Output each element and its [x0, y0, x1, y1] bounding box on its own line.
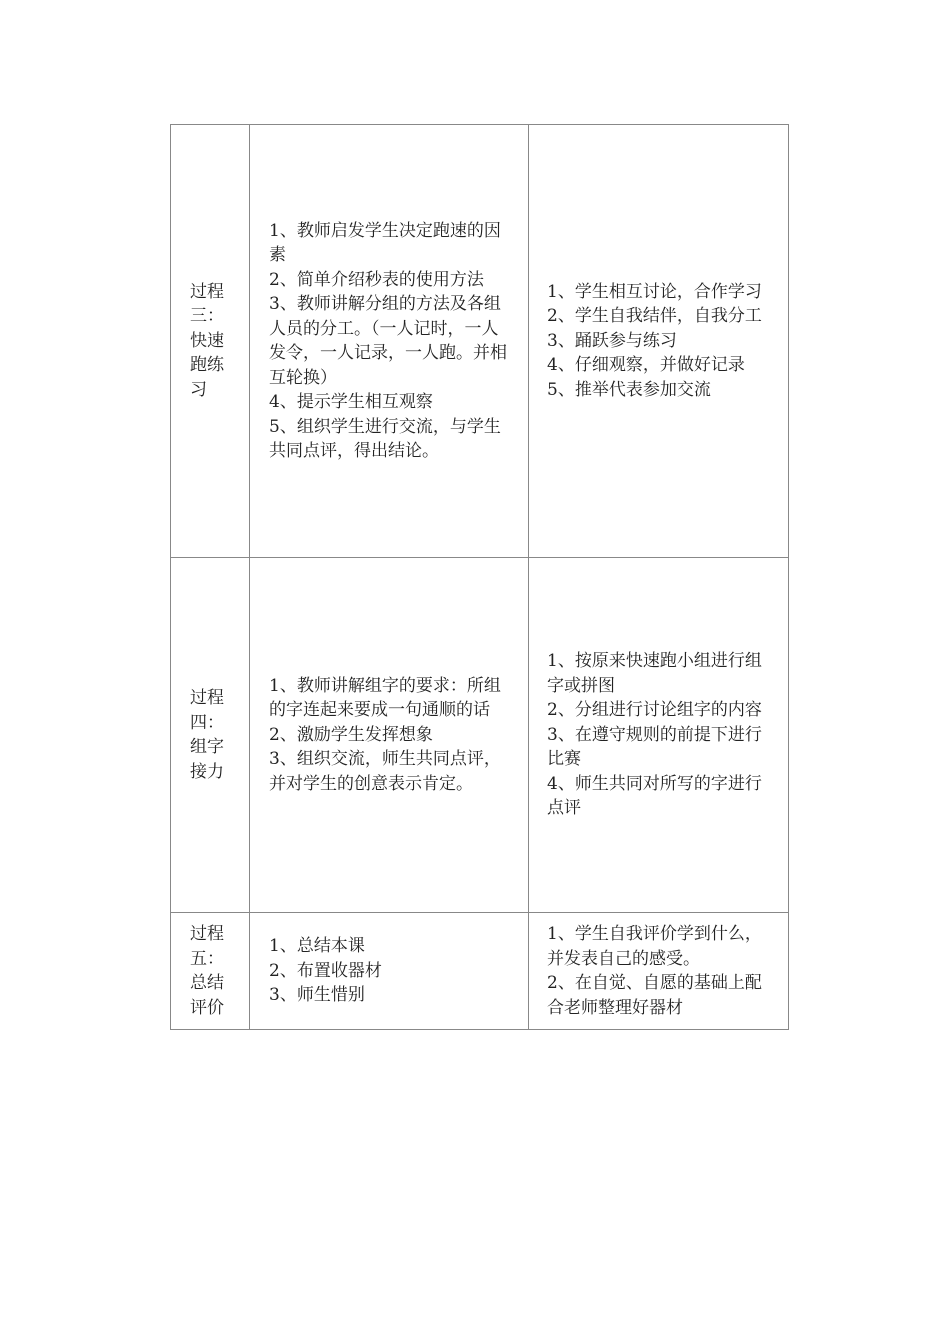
stage-cell [171, 913, 250, 1030]
stage-label-line: 跑练 [190, 355, 224, 376]
teacher-activity-cell [250, 913, 529, 1030]
student-activity-item: 1、学生相互讨论，合作学习 [547, 281, 762, 302]
student-activity-item: 1、学生自我评价学到什么，并发表自己的感受。 [547, 924, 762, 969]
student-activity-item: 1、按原来快速跑小组进行组字或拼图 [547, 651, 762, 696]
student-activity-item: 3、在遵守规则的前提下进行比赛 [547, 724, 762, 770]
stage-label-line: 过程 [190, 281, 224, 302]
teacher-activity-item: 1、总结本课 [269, 936, 365, 957]
teacher-activity-cell [250, 125, 529, 558]
stage-label-line: 快速 [190, 330, 224, 351]
stage-label-line: 过程 [190, 924, 224, 944]
student-activity-item: 4、师生共同对所写的字进行点评 [547, 773, 762, 819]
stage-label-line: 三： [190, 306, 224, 327]
student-activity-item: 2、学生自我结伴，自我分工 [547, 306, 762, 327]
student-activity-item: 4、仔细观察，并做好记录 [547, 355, 745, 376]
stage-label-line: 习 [190, 379, 207, 400]
table-row [171, 558, 789, 913]
student-activity-item: 2、分组进行讨论组字的内容 [547, 700, 762, 721]
teacher-activity-cell [250, 558, 529, 913]
stage-label-line: 四： [190, 712, 224, 733]
stage-label-line: 组字 [190, 737, 224, 757]
teacher-activity-item: 3、师生惜别 [269, 985, 365, 1006]
teacher-activity-item: 1、教师讲解组字的要求：所组的字连起来要成一句通顺的话 2、激励学生发挥想象 [269, 675, 501, 745]
student-activity-cell [529, 125, 789, 558]
table-row [171, 125, 789, 558]
teacher-activity-item: 2、布置收器材 [269, 960, 382, 981]
teacher-activity-item: 3、组织交流，师生共同点评，并对学生的创意表示肯定。 [269, 749, 501, 794]
student-activity-item: 3、踊跃参与练习 [547, 330, 677, 351]
stage-label-line: 评价 [190, 997, 224, 1018]
teacher-activity-item: 1、教师启发学生决定跑速的因素 [269, 220, 501, 265]
teacher-activity-item: 5、组织学生进行交流，与学生共同点评，得出结论。 [269, 416, 501, 461]
stage-label-line: 总结 [190, 973, 224, 993]
student-activity-cell [529, 913, 789, 1030]
teacher-activity-item: 3、教师讲解分组的方法及各组人员的分工。（一人记时，一人发令，一人记录，一人跑。并相互轮换） [269, 294, 507, 388]
teacher-activity-item: 4、提示学生相互观察 [269, 392, 433, 412]
student-activity-item: 2、在自觉、自愿的基础上配合老师整理好器材 [547, 973, 762, 1018]
stage-label-line: 接力 [190, 761, 224, 782]
teacher-activity-item: 2、简单介绍秒表的使用方法 [269, 269, 484, 290]
stage-cell [171, 125, 250, 558]
stage-label-line: 五： [190, 948, 224, 969]
stage-label-line: 过程 [190, 688, 224, 708]
student-activity-cell [529, 558, 789, 913]
table-row [171, 913, 789, 1030]
student-activity-item: 5、推举代表参加交流 [547, 379, 711, 400]
stage-cell [171, 558, 250, 913]
lesson-plan-table [170, 124, 789, 1030]
